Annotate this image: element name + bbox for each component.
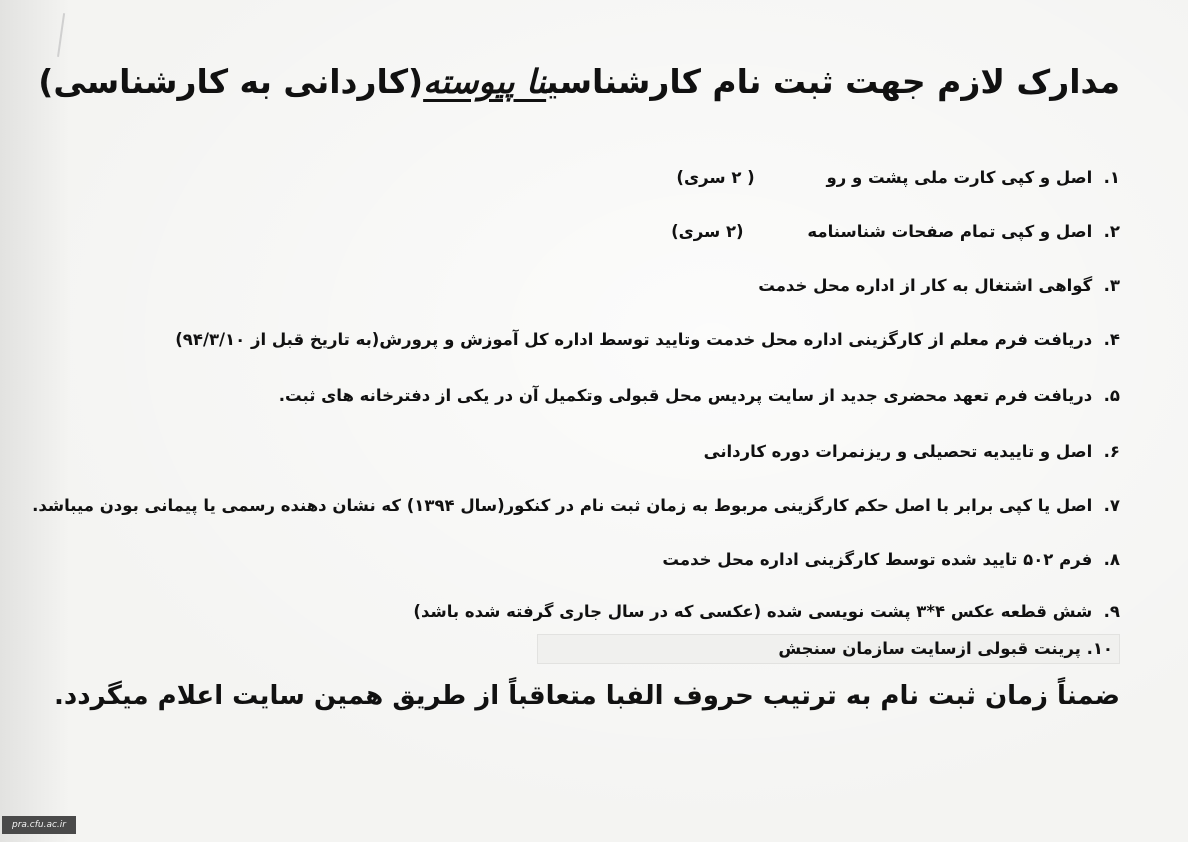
list-item-2 [671,220,1120,244]
item-note: ( ۲ سری) [676,168,755,187]
item-text: فرم ۵۰۲ تایید شده توسط کارگزینی اداره محل خدمت [662,550,1093,569]
page-title [38,60,1120,104]
list-item-5 [279,384,1120,408]
item-text: دریافت فرم تعهد محضری جدید از سایت پردیس محل قبولی وتکمیل آن در یکی از دفترخانه های ثبت. [278,386,1093,405]
item-note: (۲ سری) [671,222,744,241]
item-text: اصل و کپی تمام صفحات شناسنامه [807,222,1093,241]
title-part-1: مدارک لازم جهت ثبت نام کارشناسی [546,62,1120,101]
item-number: ۱۰. [1086,639,1113,658]
item-number: ۸. [1103,550,1120,569]
title-underlined-part: نا پیوسته [423,62,547,101]
item-number: ۵. [1103,386,1120,405]
list-item-9 [413,600,1120,624]
item-number: ۷. [1103,496,1120,515]
item-text: پرینت قبولی ازسایت سازمان سنجش [778,639,1081,658]
title-part-2: (کاردانی به کارشناسی) [38,62,424,101]
item-number: ۶. [1103,442,1120,461]
footer-note: ضمناً زمان ثبت نام به ترتیب حروف الفبا متعاقباً از طریق همین سایت اعلام میگردد. [54,681,1120,711]
item-number: ۴. [1103,330,1120,349]
item-text: اصل و کپی کارت ملی پشت و رو [826,168,1093,187]
list-item-10 [537,634,1120,664]
list-item-1 [676,166,1120,190]
item-number: ۳. [1103,276,1120,295]
item-number: ۲. [1103,222,1120,241]
item-text: اصل یا کپی برابر با اصل حکم کارگزینی مربوط به زمان ثبت نام در کنکور(سال ۱۳۹۴) که نشان دهنده رسمی یا پیمانی بودن میباشد. [32,496,1093,515]
list-item-4 [175,328,1120,352]
item-text: دریافت فرم معلم از کارگزینی اداره محل خدمت وتایید توسط اداره کل آموزش و پرورش(به تاریخ قبل از ۹۴/۳/۱۰) [175,330,1093,349]
site-watermark: pra.cfu.ac.ir [2,816,76,834]
list-item-6 [704,440,1120,464]
item-number: ۹. [1103,602,1120,621]
item-text: گواهی اشتغال به کار از اداره محل خدمت [758,276,1093,295]
list-item-7 [32,494,1120,518]
item-number: ۱. [1103,168,1120,187]
scan-shadow-edge [0,0,70,842]
list-item-8 [662,548,1120,572]
document-body [32,50,1120,750]
item-text: اصل و تاییدیه تحصیلی و ریزنمرات دوره کاردانی [703,442,1093,461]
item-text: شش قطعه عکس ۴*۳ پشت نویسی شده (عکسی که در سال جاری گرفته شده باشد) [413,602,1093,621]
list-item-3 [758,274,1120,298]
